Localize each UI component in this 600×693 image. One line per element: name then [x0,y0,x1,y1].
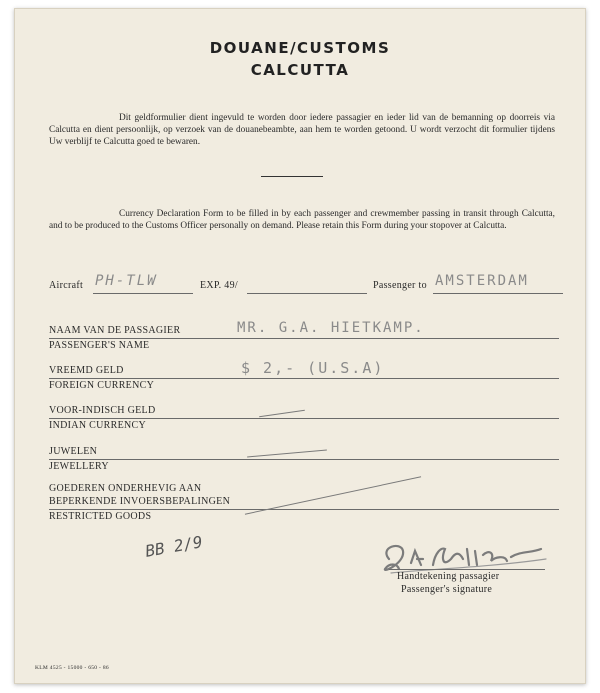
passenger-to-label: Passenger to [373,280,427,291]
restricted-goods-label-nl2: BEPERKENDE INVOERSBEPALINGEN [49,496,231,507]
customs-form [14,8,586,684]
passenger-name-value[interactable]: MR. G.A. HIETKAMP. [237,320,425,336]
name-line [49,338,559,339]
signature-label-en: Passenger's signature [401,584,493,595]
foreign-currency-value[interactable]: $ 2,- (U.S.A) [241,359,385,377]
restricted-goods-line [49,509,559,510]
intro-dutch: Dit geldformulier dient ingevuld te worden door iedere passagier en ieder lid van de bemanning op doorreis via Calcutta en dient persoonlijk, op verzoek van de douanebeambte, aan hem te worden getoond. U wordt verzocht dit formulier tijdens Uw verblijf te Calcutta goed te bewaren. [49,113,555,148]
signature-label-nl: Handtekening passagier [397,571,500,582]
signature-line [389,569,545,570]
jewellery-dash [247,450,327,458]
aircraft-value[interactable]: PH-TLW [95,273,158,289]
jewellery-label-en: JEWELLERY [49,461,109,472]
jewellery-line [49,459,559,460]
jewellery-label-nl: JUWELEN [49,446,98,457]
foreign-currency-line [49,378,559,379]
footer-print-code: KLM 4525 - 15000 - 650 - 86 [35,665,109,671]
exp-label: EXP. 49/ [200,280,238,291]
form-title: DOUANE/CUSTOMS [209,39,391,57]
intro-english: Currency Declaration Form to be filled in by each passenger and crewmember passing in transit through Calcutta, and to be produced to the Customs Officer personally on demand. Please retain this Form during your stopover at Calcutta. [49,209,555,232]
indian-currency-label-en: INDIAN CURRENCY [49,420,146,431]
restricted-goods-label-en: RESTRICTED GOODS [49,511,152,522]
form-subtitle: CALCUTTA [250,61,350,79]
destination-value[interactable]: AMSTERDAM [435,273,529,289]
foreign-currency-label-nl: VREEMD GELD [49,365,124,376]
restricted-goods-label-nl1: GOEDEREN ONDERHEVIG AAN [49,483,202,494]
foreign-currency-label-en: FOREIGN CURRENCY [49,380,155,391]
handwritten-initials: BB 2/9 [143,532,205,561]
indian-currency-dash [259,410,305,417]
destination-line [433,293,563,294]
name-label-en: PASSENGER'S NAME [49,340,150,351]
name-label-nl: NAAM VAN DE PASSAGIER [49,325,181,336]
exp-line [247,293,367,294]
indian-currency-label-nl: VOOR-INDISCH GELD [49,405,156,416]
section-divider [261,176,323,177]
aircraft-label: Aircraft [49,280,84,291]
aircraft-line [93,293,193,294]
indian-currency-line [49,418,559,419]
